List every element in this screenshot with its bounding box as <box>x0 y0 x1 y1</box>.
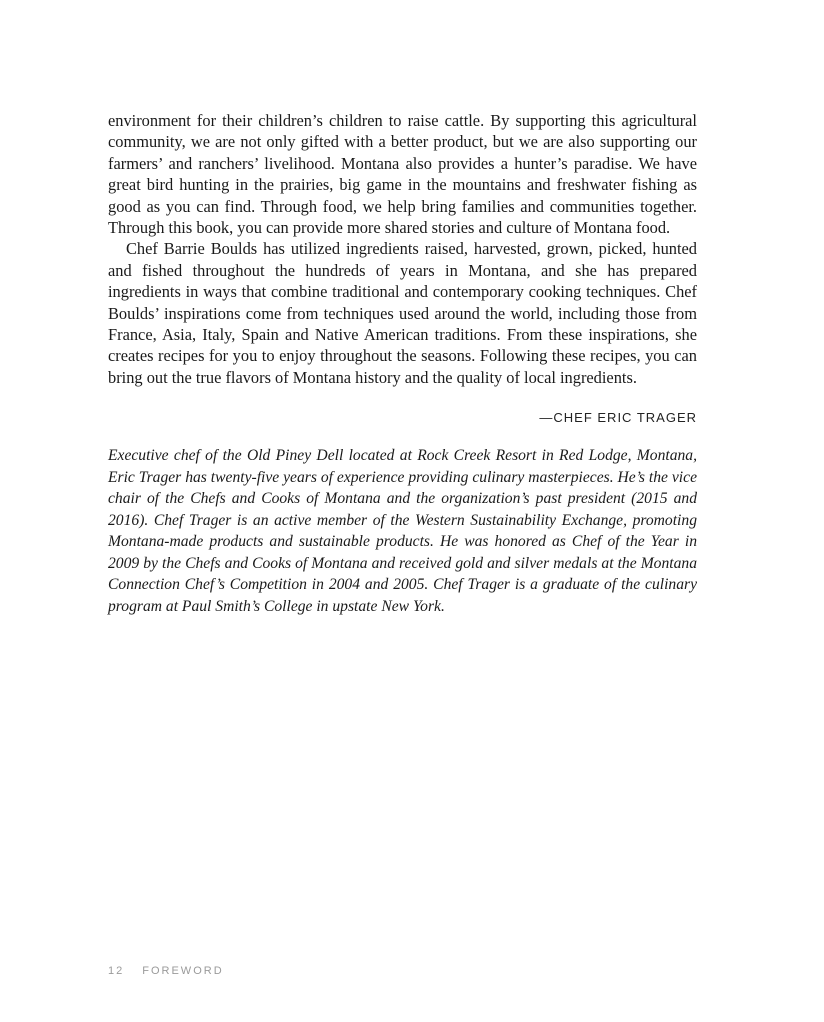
author-attribution: —CHEF ERIC TRAGER <box>539 410 697 426</box>
page-footer <box>108 965 224 977</box>
author-bio: Executive chef of the Old Piney Dell located at Rock Creek Resort in Red Lodge, Montana, Eric Trager has twenty-five years of experience providing culinary masterpieces. He’s the vice chair of the Chefs and Cooks of Montana and the organization’s past president (2015 and 2016). Chef Trager is an active member of the Western Sustainability Exchange, promoting Montana-made products and sustainable products. He was honored as Chef of the Year in 2009 by the Chefs and Cooks of Montana and received gold and silver medals at the Montana Connection Chef’s Competition in 2004 and 2005. Chef Trager is a graduate of the culinary program at Paul Smith’s College in upstate New York. <box>108 447 697 615</box>
section-title: FOREWORD <box>142 965 224 977</box>
body-paragraph-1: environment for their children’s children to raise cattle. By supporting this agricultural community, we are not only gifted with a better product, but we are also supporting our farmers’ and ranchers’ livelihood. Montana also provides a hunter’s paradise. We have great bird hunting in the prairies, big game in the mountains and freshwater fishing as good as you can find. Through food, we help bring families and communities together. Through this book, you can provide more shared stories and culture of Montana food. <box>108 111 697 238</box>
body-paragraph-2: Chef Barrie Boulds has utilized ingredients raised, harvested, grown, picked, hunted and fished throughout the hundreds of years in Montana, and she has prepared ingredients in ways that combine traditional and contemporary cooking techniques. Chef Boulds’ inspirations come from techniques used around the world, including those from France, Asia, Italy, Spain and Native American traditions. From these inspirations, she creates recipes for you to enjoy throughout the seasons. Following these recipes, you can bring out the true flavors of Montana history and the quality of local ingredients. <box>108 239 697 387</box>
main-text-block <box>108 110 697 617</box>
page-number: 12 <box>108 965 125 977</box>
